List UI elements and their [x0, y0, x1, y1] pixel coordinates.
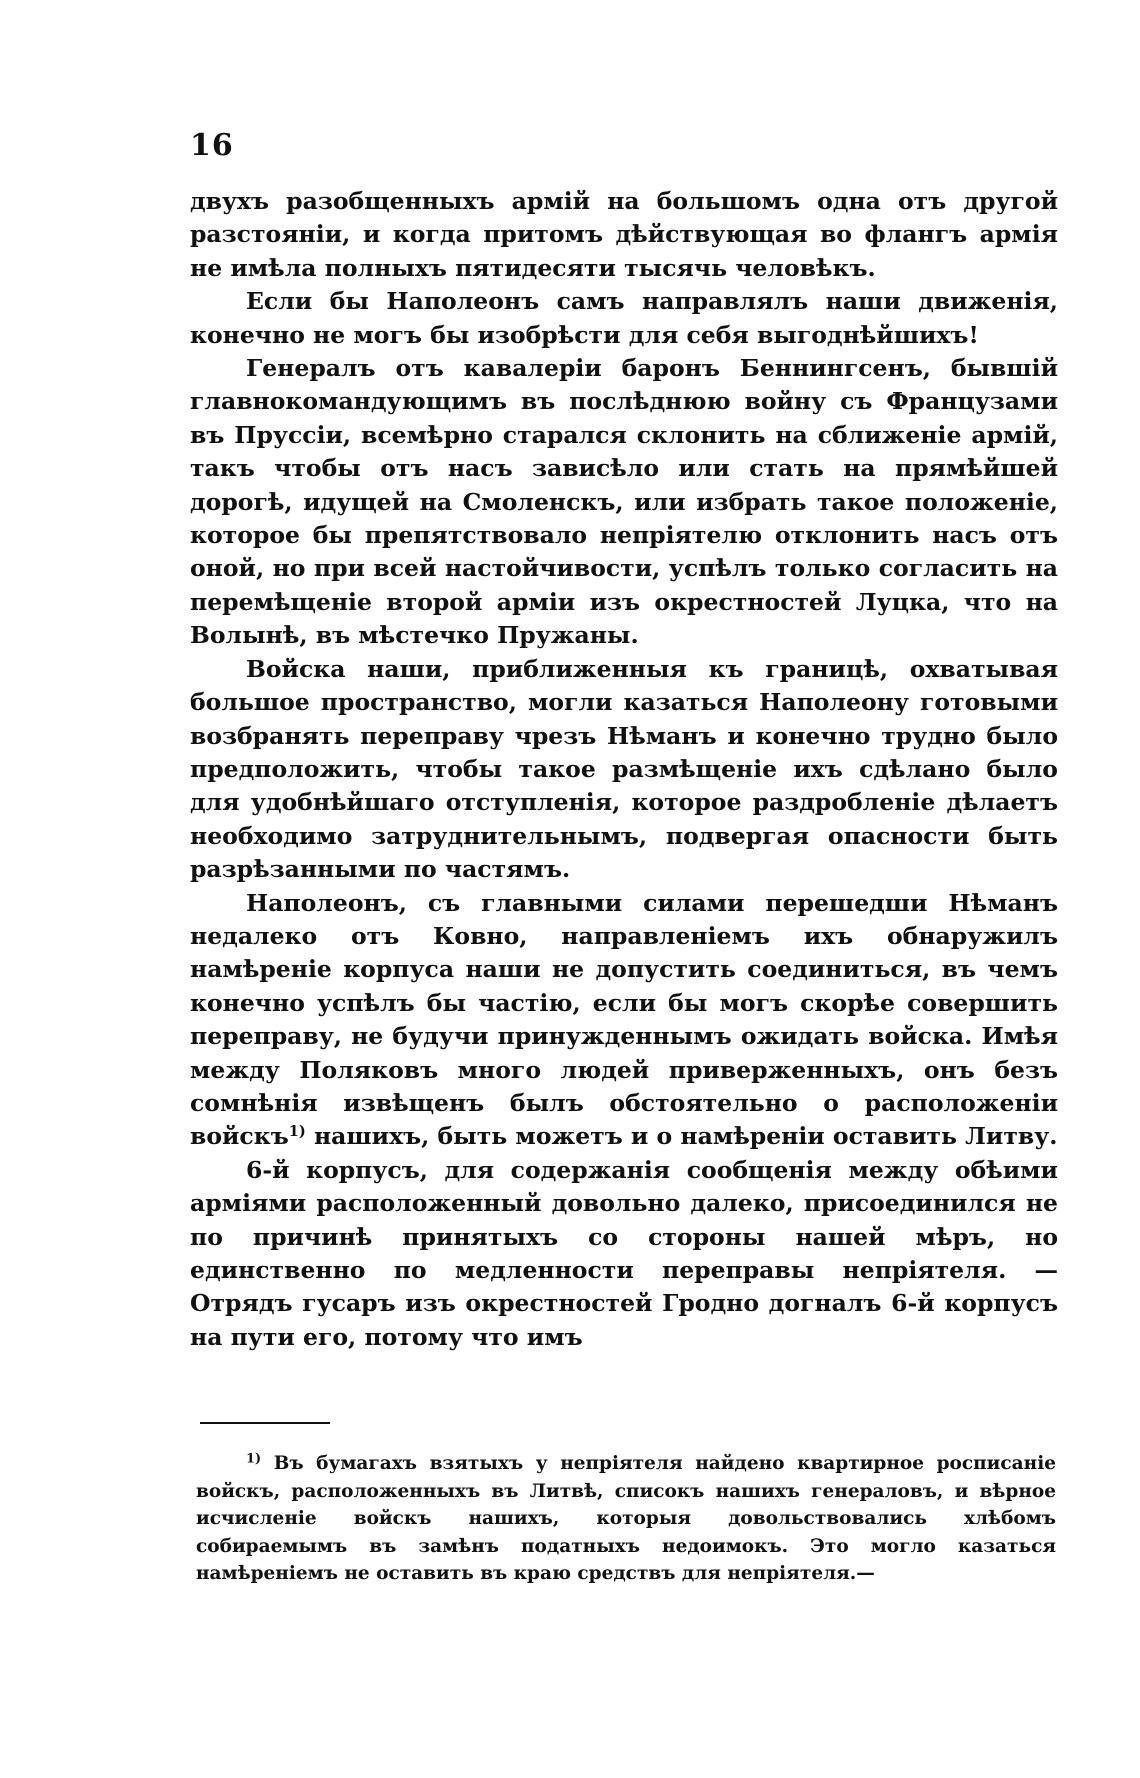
paragraph: 6-й корпусъ, для содержанія сообщенія между обѣими арміями расположенный довольно далеко, присоединился не по причинѣ принятыхъ со стороны нашей мѣръ, но единственно по медленности переправы непріятеля. — Отрядъ гусаръ изъ окрестностей Гродно догналъ 6-й корпусъ на пути его, потому что имъ — [190, 1155, 1058, 1351]
paragraph: Если бы Наполеонъ самъ направлялъ наши движенія, конечно не могъ бы изобрѣсти для себя выгоднѣйшихъ! — [190, 287, 1058, 349]
paragraph: Генералъ отъ кавалеріи баронъ Беннингсенъ, бывшій главнокомандующимъ въ послѣднюю войну съ Французами въ Пруссіи, всемѣрно старался склонить на сближеніе армій, такъ чтобы отъ насъ зависѣло или стать на прямѣйшей дорогѣ, идущей на Смоленскъ, или избрать такое положеніе, которое бы препятствовало непріятелю отклонить насъ отъ оной, но при всей настойчивости, успѣлъ только согласить на перемѣщеніе второй арміи изъ окрестностей Луцка, что на Волынѣ, въ мѣстечко Пружаны. — [190, 354, 1058, 650]
page-number: 16 — [190, 128, 234, 163]
paragraph: Войска наши, приближенныя къ границѣ, охватывая большое пространство, могли казаться Наполеону готовыми возбранять переправу чрезъ Нѣманъ и конечно трудно было предположить, чтобы такое размѣщеніе ихъ сдѣлано было для удобнѣйшаго отступленія, которое раздробленіе дѣлаетъ необходимо затруднительнымъ, подвергая опасности быть разрѣзанными по частямъ. — [190, 654, 1058, 884]
footnote-mark: 1) — [246, 1451, 262, 1467]
paragraph: двухъ разобщенныхъ армій на большомъ одна отъ другой разстояніи, и когда притомъ дѣйствующая во флангъ армія не имѣла полныхъ пятидесяти тысячь человѣкъ. — [190, 187, 1058, 282]
paragraph-with-footnote-ref — [190, 887, 1058, 1154]
footnote-divider — [200, 1422, 330, 1424]
footnote-text: Въ бумагахъ взятыхъ у непріятеля найдено квартирное росписаніе войскъ, расположенныхъ въ Литвѣ, списокъ нашихъ генераловъ, и вѣрное исчисленіе войскъ нашихъ, которыя довольствовались хлѣбомъ собираемымъ въ замѣнъ податныхъ недоимокъ. Это могло казаться намѣреніемъ не оставить въ краю средствъ для непріятеля.— — [196, 1453, 1056, 1585]
footnote-reference: 1) — [288, 1123, 306, 1141]
paragraph-text: нашихъ, быть можетъ и о намѣреніи оставить Литву. — [305, 1122, 1058, 1151]
footnote — [196, 1450, 1056, 1588]
paragraph-text: Наполеонъ, съ главными силами перешедши Нѣманъ недалеко отъ Ковно, направленіемъ ихъ обнаружилъ намѣреніе корпуса наши не допустить соединиться, въ чемъ конечно успѣлъ бы частію, если бы могъ скорѣе совершить переправу, не будучи принужденнымъ ожидать войска. Имѣя между Поляковъ много людей приверженныхъ, онъ безъ сомнѣнія извѣщенъ былъ обстоятельно о расположеніи войскъ — [190, 888, 1058, 1151]
main-text — [190, 185, 1058, 1354]
